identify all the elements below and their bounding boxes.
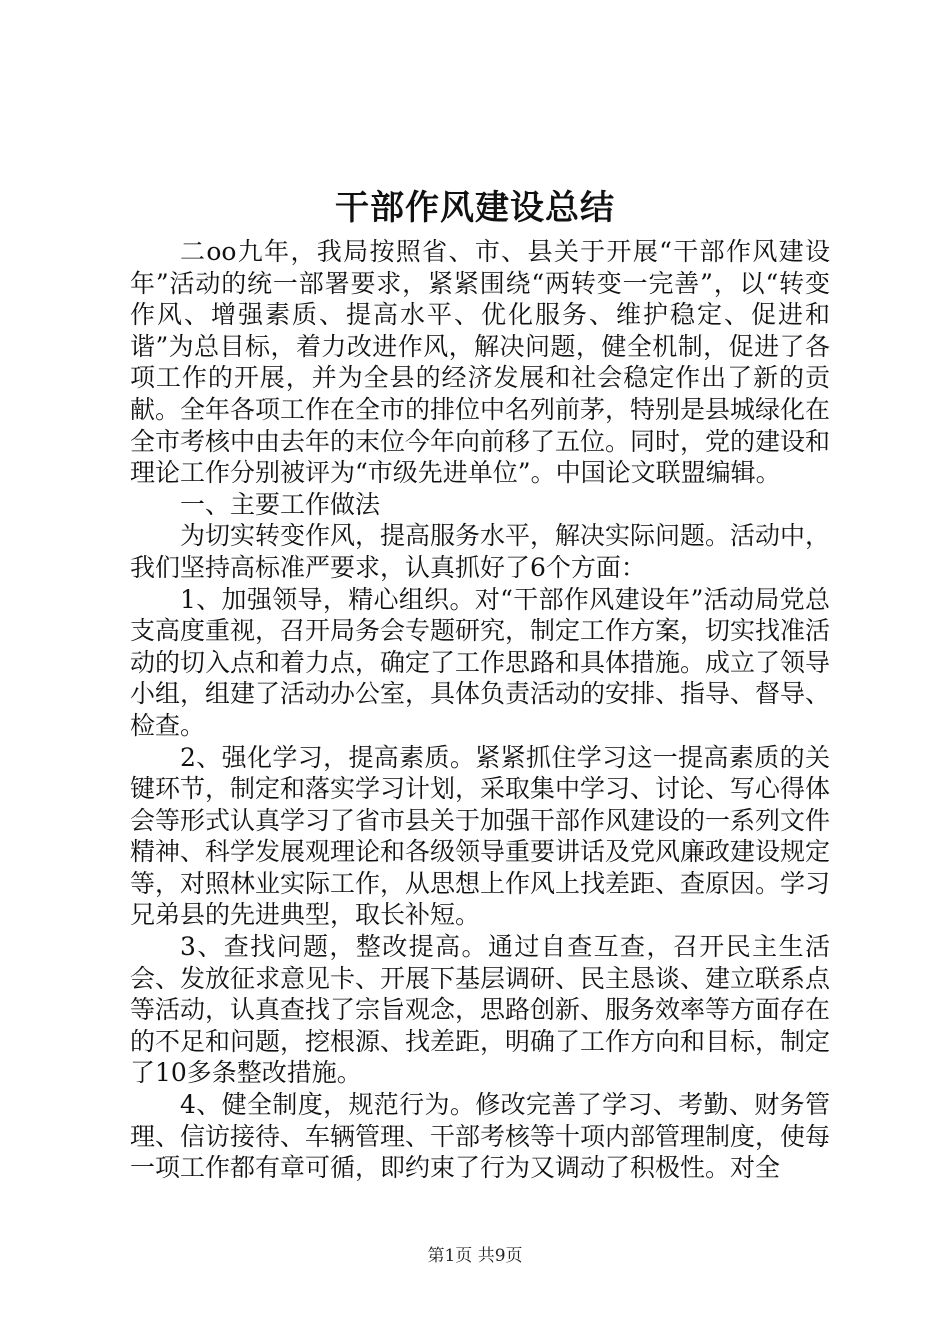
document-title: 干部作风建设总结 (335, 188, 615, 228)
item-4-paragraph: 4、健全制度，规范行为。修改完善了学习、考勤、财务管理、信访接待、车辆管理、干部考核等十项内部管理制度，使每一项工作都有章可循，即约束了行为又调动了积极性。对全 (130, 1090, 831, 1183)
section-intro-paragraph: 为切实转变作风，提高服务水平，解决实际问题。活动中，我们坚持高标准严要求，认真抓好了6个方面： (130, 521, 831, 582)
item-1-paragraph: 1、加强领导，精心组织。对“干部作风建设年”活动局党总支高度重视，召开局务会专题研究，制定工作方案，切实找准活动的切入点和着力点，确定了工作思路和具体措施。成立了领导小组，组建了活动办公室，具体负责活动的安排、指导、督导、检查。 (130, 584, 831, 740)
item-3-paragraph: 3、查找问题，整改提高。通过自查互查，召开民主生活会、发放征求意见卡、开展下基层调研、民主恳谈、建立联系点等活动，认真查找了宗旨观念，思路创新、服务效率等方面存在的不足和问题，挖根源、找差距，明确了工作方向和目标，制定了10多条整改措施。 (130, 932, 831, 1088)
intro-paragraph: 二oo九年，我局按照省、市、县关于开展“干部作风建设年”活动的统一部署要求，紧紧围绕“两转变一完善”，以“转变作风、增强素质、提高水平、优化服务、维护稳定、促进和谐”为总目标，着力改进作风，解决问题，健全机制，促进了各项工作的开展，并为全县的经济发展和社会稳定作出了新的贡献。全年各项工作在全市的排位中名列前茅，特别是县城绿化在全市考核中由去年的末位今年向前移了五位。同时，党的建设和理论工作分别被评为“市级先进单位”。中国论文联盟编辑。 (130, 237, 831, 488)
section-heading: 一、主要工作做法 (180, 489, 381, 519)
page-number-footer: 第1页 共9页 (427, 1246, 523, 1266)
document-body (130, 236, 830, 1184)
item-2-paragraph: 2、强化学习，提高素质。紧紧抓住学习这一提高素质的关键环节，制定和落实学习计划，采取集中学习、讨论、写心得体会等形式认真学习了省市县关于加强干部作风建设的一系列文件精神、科学发展观理论和各级领导重要讲话及党风廉政建设规定等，对照林业实际工作，从思想上作风上找差距、查原因。学习兄弟县的先进典型，取长补短。 (130, 742, 831, 930)
